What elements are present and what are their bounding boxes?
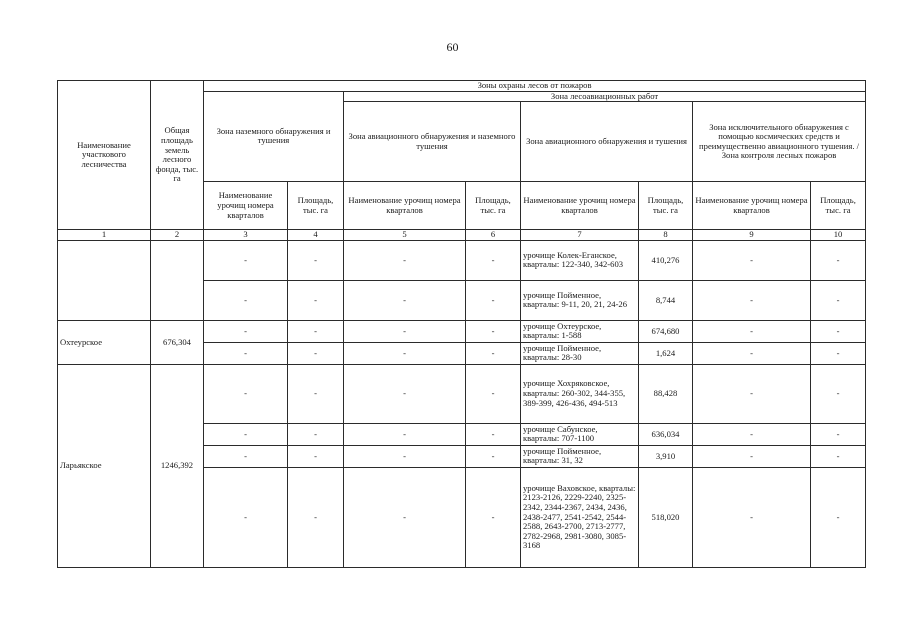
tract-area: 3,910 — [639, 445, 693, 467]
empty-cell: - — [288, 364, 344, 423]
header-ground-zone: Зона наземного обнаружения и тушения — [204, 91, 344, 182]
empty-cell: - — [288, 342, 344, 364]
header-sub-name-ground: Наименование урочищ номера кварталов — [204, 182, 288, 230]
empty-cell: - — [811, 280, 866, 320]
header-sub-area-avground: Площадь, тыс. га — [466, 182, 521, 230]
empty-cell: - — [466, 445, 521, 467]
empty-cell: - — [204, 342, 288, 364]
column-number-row — [58, 230, 866, 241]
empty-cell: - — [811, 445, 866, 467]
column-number: 3 — [204, 230, 288, 241]
header-aviation-works: Зона лесоавиационных работ — [344, 91, 866, 102]
column-number: 2 — [151, 230, 204, 241]
empty-cell: - — [344, 280, 466, 320]
column-number: 8 — [639, 230, 693, 241]
empty-cell: - — [811, 364, 866, 423]
empty-cell: - — [288, 445, 344, 467]
column-number: 1 — [58, 230, 151, 241]
empty-cell: - — [344, 364, 466, 423]
tract-name: урочище Сабунское, кварталы: 707-1100 — [521, 423, 639, 445]
table-row — [58, 320, 866, 342]
forestry-name: Охтеурское — [58, 320, 151, 364]
tract-area: 88,428 — [639, 364, 693, 423]
header-sub-name-aviation: Наименование урочищ номера кварталов — [521, 182, 639, 230]
empty-cell: - — [204, 320, 288, 342]
empty-cell: - — [811, 423, 866, 445]
column-number: 9 — [693, 230, 811, 241]
empty-cell: - — [204, 467, 288, 567]
empty-cell: - — [693, 467, 811, 567]
empty-cell: - — [466, 280, 521, 320]
empty-cell: - — [693, 342, 811, 364]
header-zones-title: Зоны охраны лесов от пожаров — [204, 81, 866, 92]
tract-name: урочище Охтеурское, кварталы: 1-588 — [521, 320, 639, 342]
empty-cell: - — [466, 240, 521, 280]
empty-cell: - — [204, 423, 288, 445]
tract-area: 636,034 — [639, 423, 693, 445]
empty-cell: - — [344, 445, 466, 467]
header-aviation-zone: Зона авиационного обнаружения и тушения — [521, 102, 693, 182]
header-col-name: Наименование участкового лесничества — [58, 81, 151, 230]
empty-cell: - — [466, 423, 521, 445]
column-number: 4 — [288, 230, 344, 241]
tract-name: урочище Ваховское, кварталы: 2123-2126, 2229-2240, 2325-2342, 2344-2367, 2434, 2436, 2438-2477, 2541-2542, 2544-2588, 2643-2700, 2713-2777, 2782-2968, 2981-3080, 3085-3168 — [521, 467, 639, 567]
tract-area: 410,276 — [639, 240, 693, 280]
empty-cell: - — [693, 320, 811, 342]
empty-cell: - — [693, 423, 811, 445]
empty-cell: - — [811, 467, 866, 567]
empty-cell: - — [344, 320, 466, 342]
column-number: 10 — [811, 230, 866, 241]
header-sub-area-ground: Площадь, тыс. га — [288, 182, 344, 230]
tract-name: урочище Колек-Еганское, кварталы: 122-340, 342-603 — [521, 240, 639, 280]
page-number: 60 — [446, 40, 459, 54]
empty-cell: - — [466, 320, 521, 342]
empty-cell: - — [466, 364, 521, 423]
forestry-area — [151, 240, 204, 320]
header-sub-area-aviation: Площадь, тыс. га — [639, 182, 693, 230]
forestry-name: Ларьякское — [58, 364, 151, 567]
table-row — [58, 364, 866, 423]
tract-name: урочище Хохряковское, кварталы: 260-302, 344-355, 389-399, 426-436, 494-513 — [521, 364, 639, 423]
empty-cell: - — [693, 445, 811, 467]
empty-cell: - — [204, 445, 288, 467]
tract-name: урочище Пойменное, кварталы: 9-11, 20, 21, 24-26 — [521, 280, 639, 320]
empty-cell: - — [344, 467, 466, 567]
empty-cell: - — [288, 240, 344, 280]
empty-cell: - — [466, 342, 521, 364]
empty-cell: - — [204, 364, 288, 423]
table-row — [58, 240, 866, 280]
empty-cell: - — [204, 240, 288, 280]
tract-name: урочище Пойменное, кварталы: 28-30 — [521, 342, 639, 364]
forestry-area: 676,304 — [151, 320, 204, 364]
empty-cell: - — [466, 467, 521, 567]
empty-cell: - — [693, 364, 811, 423]
tract-name: урочище Пойменное, кварталы: 31, 32 — [521, 445, 639, 467]
forestry-area: 1246,392 — [151, 364, 204, 567]
empty-cell: - — [288, 320, 344, 342]
empty-cell: - — [288, 280, 344, 320]
empty-cell: - — [344, 240, 466, 280]
header-aviation-ground-zone: Зона авиационного обнаружения и наземного тушения — [344, 102, 521, 182]
header-space-zone: Зона исключительного обнаружения с помощью космических средств и преимущественно авиационного тушения. / Зона контроля лесных пожаров — [693, 102, 866, 182]
empty-cell: - — [204, 280, 288, 320]
empty-cell: - — [344, 342, 466, 364]
tract-area: 518,020 — [639, 467, 693, 567]
fire-zones-table — [57, 80, 866, 568]
column-number: 6 — [466, 230, 521, 241]
empty-cell: - — [344, 423, 466, 445]
empty-cell: - — [693, 280, 811, 320]
forestry-name — [58, 240, 151, 320]
empty-cell: - — [811, 240, 866, 280]
column-number: 7 — [521, 230, 639, 241]
header-sub-name-avground: Наименование урочищ номера кварталов — [344, 182, 466, 230]
empty-cell: - — [288, 423, 344, 445]
column-number: 5 — [344, 230, 466, 241]
empty-cell: - — [811, 342, 866, 364]
empty-cell: - — [288, 467, 344, 567]
tract-area: 8,744 — [639, 280, 693, 320]
header-sub-name-space: Наименование урочищ номера кварталов — [693, 182, 811, 230]
empty-cell: - — [693, 240, 811, 280]
empty-cell: - — [811, 320, 866, 342]
header-col-area: Общая площадь земель лесного фонда, тыс. га — [151, 81, 204, 230]
header-sub-area-space: Площадь, тыс. га — [811, 182, 866, 230]
tract-area: 674,680 — [639, 320, 693, 342]
tract-area: 1,624 — [639, 342, 693, 364]
